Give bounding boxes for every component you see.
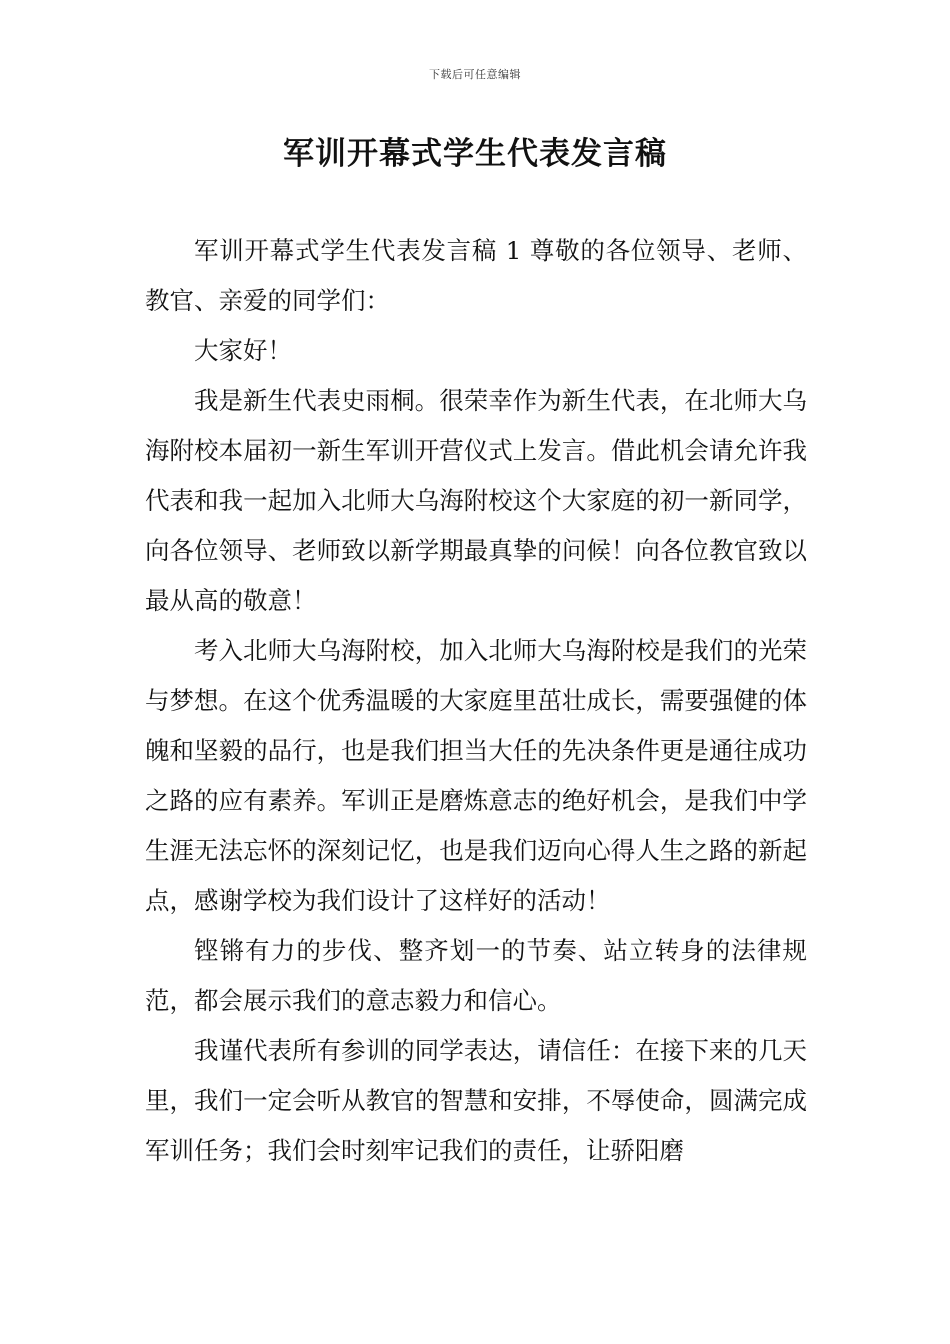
paragraph: 军训开幕式学生代表发言稿 1 尊敬的各位领导、老师、教官、亲爱的同学们： — [145, 236, 807, 315]
paragraph: 我谨代表所有参训的同学表达，请信任：在接下来的几天里，我们一定会听从教官的智慧和安排，不辱使命，圆满完成军训任务；我们会时刻牢记我们的责任，让骄阳磨 — [145, 1036, 807, 1165]
document-title: 军训开幕式学生代表发言稿 — [283, 136, 667, 172]
paragraph: 大家好！ — [194, 336, 292, 365]
paragraph: 考入北师大乌海附校，加入北师大乌海附校是我们的光荣与梦想。在这个优秀温暖的大家庭里茁壮成长，需要强健的体魄和坚毅的品行，也是我们担当大任的先决条件更是通往成功之路的应有素养。军训正是磨炼意志的绝好机会，是我们中学生涯无法忘怀的深刻记忆，也是我们迈向心得人生之路的新起点，感谢学校为我们设计了这样好的活动！ — [145, 636, 807, 915]
header-note: 下载后可任意编辑 — [429, 68, 521, 81]
paragraph: 铿锵有力的步伐、整齐划一的节奏、站立转身的法律规范，都会展示我们的意志毅力和信心。 — [145, 936, 807, 1015]
paragraph: 我是新生代表史雨桐。很荣幸作为新生代表，在北师大乌海附校本届初一新生军训开营仪式上发言。借此机会请允许我代表和我一起加入北师大乌海附校这个大家庭的初一新同学，向各位领导、老师致以新学期最真挚的问候！向各位教官致以最从高的敬意！ — [145, 386, 807, 615]
document-body — [145, 226, 807, 1176]
